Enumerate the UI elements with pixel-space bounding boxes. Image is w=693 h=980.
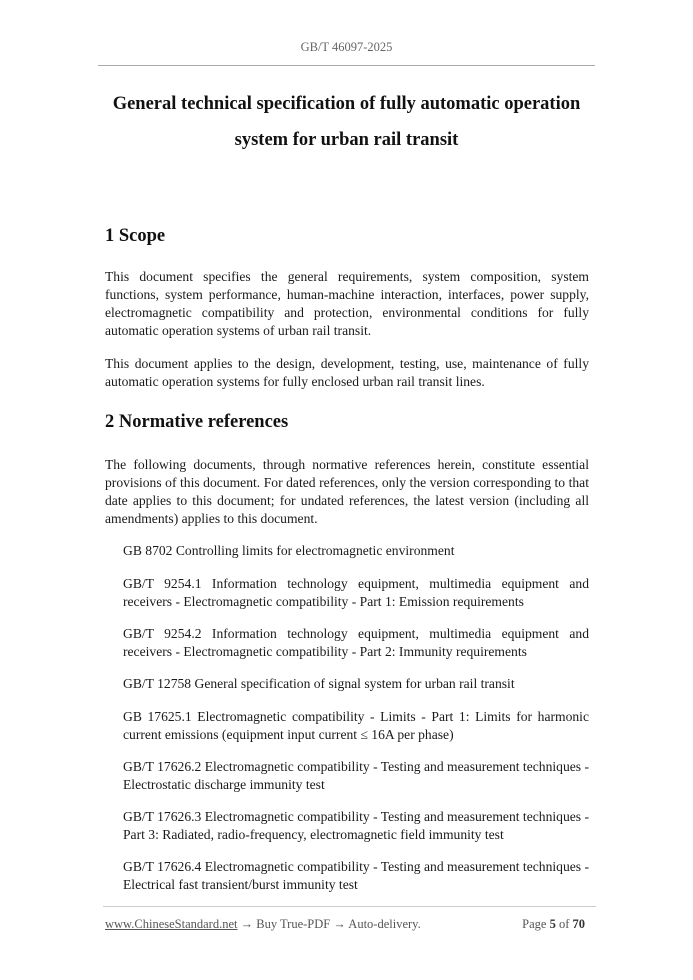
section-heading-normative-references: 2 Normative references [105, 412, 289, 432]
reference-item: GB/T 17626.4 Electromagnetic compatibility - Testing and measurement techniques - Electrical fast transient/burst immunity test [123, 859, 589, 892]
document-title [60, 86, 633, 158]
reference-item: GB/T 9254.1 Information technology equipment, multimedia equipment and receivers - Electromagnetic compatibility - Part 1: Emission requirements [123, 576, 589, 609]
purchase-note: → Buy True-PDF → Auto-delivery. [237, 917, 421, 931]
document-code-header: GB/T 46097-2025 [300, 40, 393, 54]
page-label: Page [522, 917, 547, 931]
reference-item: GB/T 12758 General specification of signal system for urban rail transit [123, 676, 515, 691]
page-footer [105, 917, 585, 932]
scope-paragraph-1: This document specifies the general requirements, system composition, system functions, system performance, human-machine interaction, interfaces, power supply, electromagnetic compatibility and protection, environmental conditions for fully automatic operation systems of urban rail transit. [105, 269, 589, 338]
title-line-1: General technical specification of fully automatic operation [112, 94, 581, 114]
reference-item: GB 17625.1 Electromagnetic compatibility - Limits - Part 1: Limits for harmonic current emissions (equipment input current ≤ 16A per phase) [123, 709, 589, 742]
current-page: 5 [549, 917, 556, 931]
chinese-standard-link[interactable]: www.ChineseStandard.net [105, 917, 238, 931]
reference-item: GB 8702 Controlling limits for electromagnetic environment [123, 543, 455, 558]
header-divider [98, 65, 595, 66]
footer-divider [103, 906, 596, 907]
reference-item: GB/T 9254.2 Information technology equipment, multimedia equipment and receivers - Electromagnetic compatibility - Part 2: Immunity requirements [123, 626, 589, 659]
total-pages: 70 [572, 917, 585, 931]
normative-intro-paragraph: The following documents, through normative references herein, constitute essential provisions of this document. For dated references, only the version corresponding to that date applies to this document; for undated references, the latest version (including all amendments) applies to this document. [105, 457, 589, 526]
reference-item: GB/T 17626.2 Electromagnetic compatibility - Testing and measurement techniques - Electrostatic discharge immunity test [123, 759, 589, 792]
title-line-2: system for urban rail transit [234, 130, 459, 150]
page-indicator [522, 917, 585, 932]
scope-paragraph-2: This document applies to the design, development, testing, use, maintenance of fully automatic operation systems for fully enclosed urban rail transit lines. [105, 356, 589, 389]
section-heading-scope: 1 Scope [105, 226, 166, 246]
reference-item: GB/T 17626.3 Electromagnetic compatibility - Testing and measurement techniques - Part 3: Radiated, radio-frequency, electromagnetic field immunity test [123, 809, 589, 842]
page-of-label: of [558, 917, 570, 931]
